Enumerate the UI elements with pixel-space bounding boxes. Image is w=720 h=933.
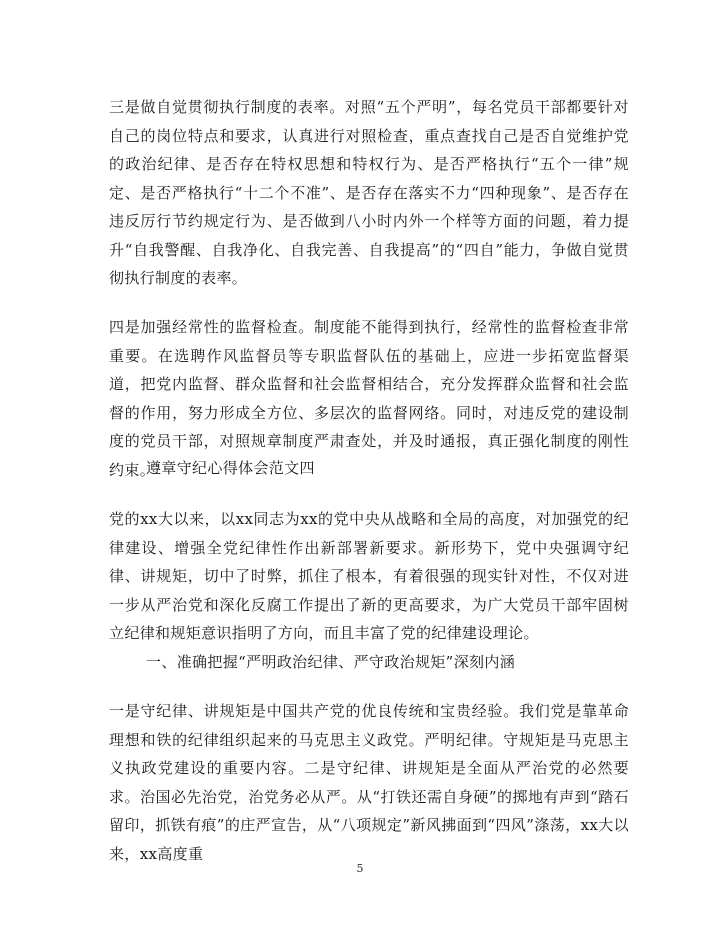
paragraph-third-point: 三是做自觉贯彻执行制度的表率。对照“五个严明”，每名党员干部都要针对自己的岗位特点和要求，认真进行对照检查，重点查找自己是否自觉维护党的政治纪律、是否存在特权思想和特权行为、是否严格执行“五个一律”规定、是否严格执行“十二个不准”、是否存在落实不力“四种现象”、是否存在违反厉行节约规定行为、是否做到八小时内外一个样等方面的问题，着力提升“自我警醒、自我净化、自我完善、自我提高”的“四自”能力，争做自觉贯彻执行制度的表率。 xyxy=(109,98,629,287)
page-number: 5 xyxy=(356,862,364,875)
intro-paragraph: 党的xx大以来，以xx同志为xx的党中央从战略和全局的高度，对加强党的纪律建设、增强全党纪律性作出新部署新要求。新形势下，党中央强调守纪律、讲规矩，切中了时弊，抓住了根本，有着很强的现实针对性，不仅对进一步从严治党和深化反腐工作提出了新的更高要求，为广大党员干部牢固树立纪律和规矩意识指明了方向，而且丰富了党的纪律建设理论。 xyxy=(109,510,629,642)
paragraph-fourth-point: 四是加强经常性的监督检查。制度能不能得到执行，经常性的监督检查非常重要。在选聘作风监督员等专职监督队伍的基础上，应进一步拓宽监督渠道，把党内监督、群众监督和社会监督相结合，充分发挥群众监督和社会监督的作用，努力形成全方位、多层次的监督网络。同时，对违反党的建设制度的党员干部，对照规章制度严肃查处，并及时通报，真正强化制度的刚性约束。 xyxy=(109,318,629,479)
point-one-paragraph: 一是守纪律、讲规矩是中国共产党的优良传统和宝贵经验。我们党是靠革命理想和铁的纪律组织起来的马克思主义政党。严明纪律。守规矩是马克思主义执政党建设的重要内容。二是守纪律、讲规矩是全面从严治党的必然要求。治国必先治党，治党务必从严。从“打铁还需自身硬”的掷地有声到“踏石留印，抓铁有痕”的庄严宣告，从“八项规定”新风拂面到“四风”涤荡，xx大以来，xx高度重 xyxy=(109,702,629,863)
subheading-one: 一、准确把握“严明政治纪律、严守政治规矩”深刻内涵 xyxy=(146,653,516,671)
section-title: 遵章守纪心得体会范文四 xyxy=(146,459,315,477)
